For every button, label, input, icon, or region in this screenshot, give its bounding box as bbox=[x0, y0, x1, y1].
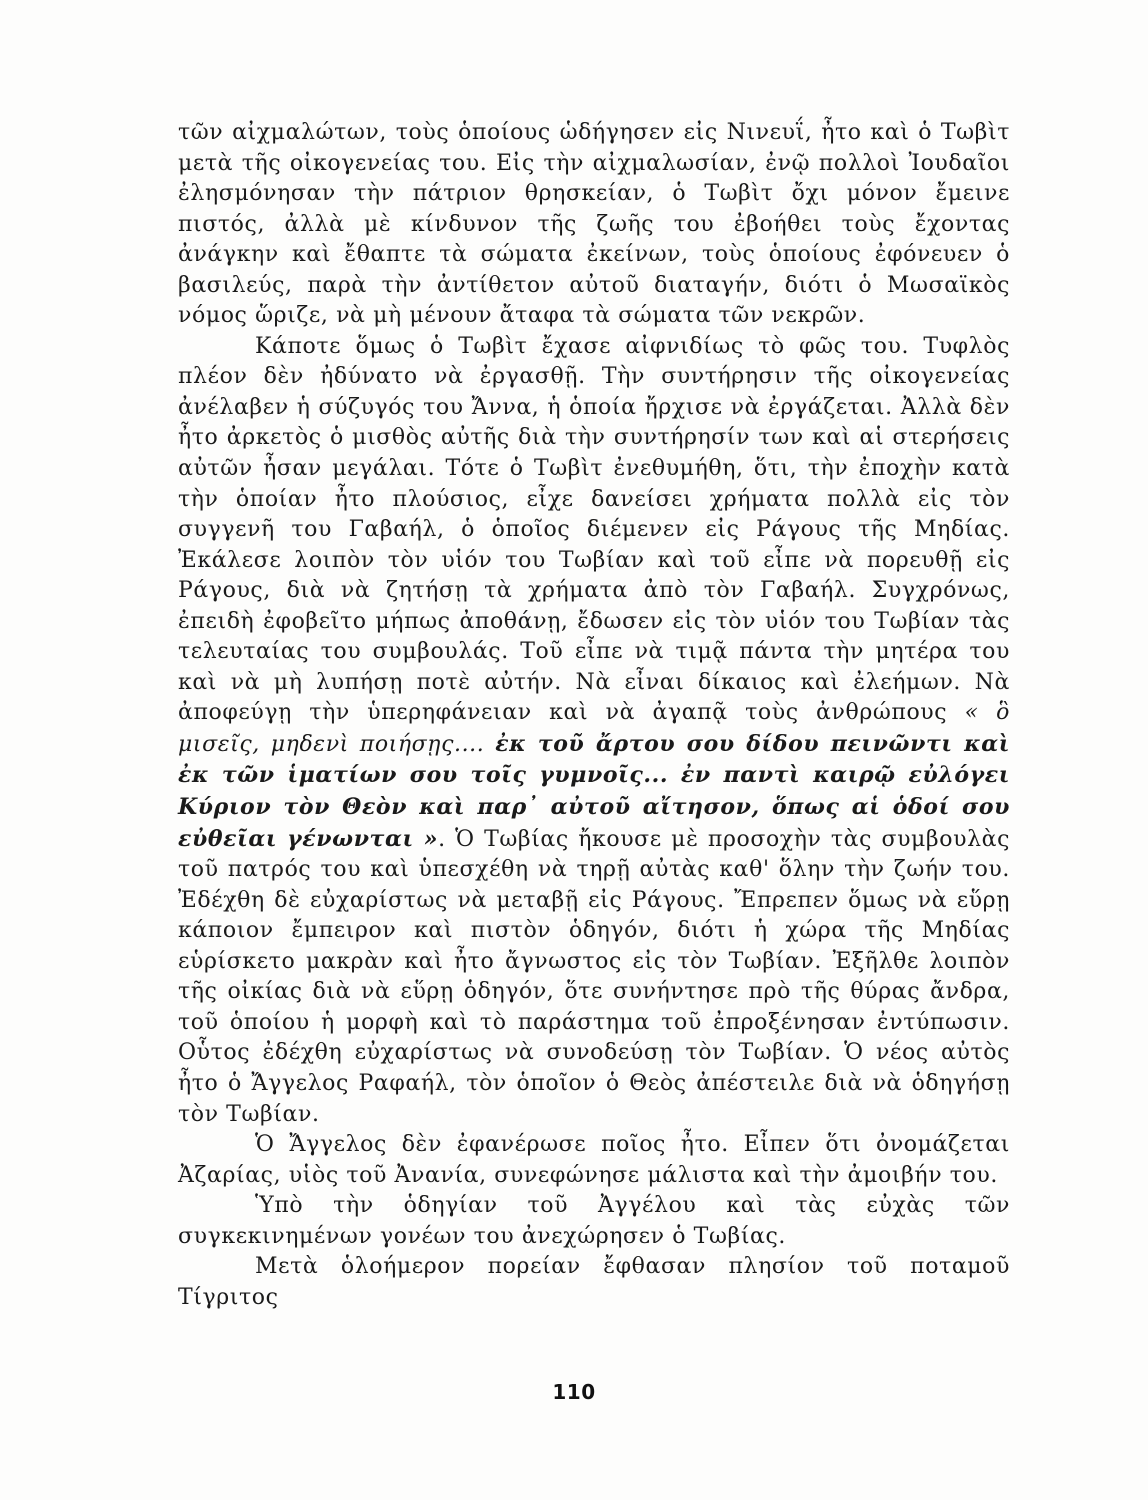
page-number: 110 bbox=[552, 1380, 596, 1404]
paragraph-2-text-b: . Ὁ Τωβίας ἤκουσε μὲ προσοχὴν τὰς συμβουλὰς τοῦ πατρός του καὶ ὑπεσχέθη νὰ τηρῇ αὐτὰς καθ' ὅλην τὴν ζωήν του. Ἐδέχθη δὲ εὐχαρίστως νὰ μεταβῇ εἰς Ράγους. Ἔπρεπεν ὅμως νὰ εὕρῃ κάποιον ἔμπειρον καὶ πιστὸν ὁδηγόν, διότι ἡ χώρα τῆς Μηδίας εὑρίσκετο μακρὰν καὶ ἦτο ἄγνωστος εἰς τὸν Τωβίαν. Ἐξῆλθε λοιπὸν τῆς οἰκίας διὰ νὰ εὕρῃ ὁδηγόν, ὅτε συνήντησε πρὸ τῆς θύρας ἄνδρα, τοῦ ὁποίου ἡ μορφὴ καὶ τὸ παράστημα τοῦ ἐπροξένησαν ἐντύπωσιν. Οὗτος ἐδέχθη εὐχαρίστως νὰ συνοδεύσῃ τὸν Τωβίαν. Ὁ νέος αὐτὸς ἦτο ὁ Ἄγγελος Ραφαήλ, τὸν ὁποῖον ὁ Θεὸς ἀπέστειλε διὰ νὰ ὁδηγήσῃ τὸν Τωβίαν. bbox=[178, 826, 1010, 1127]
paragraph-2 bbox=[178, 332, 1010, 1130]
paragraph-1-text: τῶν αἰχμαλώτων, τοὺς ὁποίους ὡδήγησεν εἰς Νινευΐ, ἦτο καὶ ὁ Τωβὶτ μετὰ τῆς οἰκογενείας του. Εἰς τὴν αἰχμαλωσίαν, ἐνῷ πολλοὶ Ἰουδαῖοι ἐλησμόνησαν τὴν πάτριον θρησκείαν, ὁ Τωβὶτ ὄχι μόνον ἔμεινε πιστός, ἀλλὰ μὲ κίνδυνον τῆς ζωῆς του ἐβοήθει τοὺς ἔχοντας ἀνάγκην καὶ ἔθαπτε τὰ σώματα ἐκείνων, τοὺς ὁποίους ἐφόνευεν ὁ βασιλεύς, παρὰ τὴν ἀντίθετον αὐτοῦ διαταγήν, διότι ὁ Μωσαϊκὸς νόμος ὥριζε, νὰ μὴ μένουν ἄταφα τὰ σώματα τῶν νεκρῶν. bbox=[178, 120, 1010, 329]
paragraph-5 bbox=[178, 1252, 1010, 1313]
paragraph-5-text: Μετὰ ὁλοήμερον πορείαν ἔφθασαν πλησίον τοῦ ποταμοῦ Τίγριτος bbox=[178, 1254, 1010, 1310]
paragraph-4 bbox=[178, 1191, 1010, 1252]
paragraph-3-text: Ὁ Ἄγγελος δὲν ἐφανέρωσε ποῖος ἦτο. Εἶπεν ὅτι ὀνομάζεται Ἀζαρίας, υἱὸς τοῦ Ἀνανία, συνεφώνησε μάλιστα καὶ τὴν ἀμοιβήν του. bbox=[178, 1132, 1010, 1188]
paragraph-3 bbox=[178, 1130, 1010, 1191]
quotation-italic: « ὃ μισεῖς, μηδενὶ ποιήσῃς.... bbox=[178, 700, 1011, 757]
paragraph-4-text: Ὑπὸ τὴν ὁδηγίαν τοῦ Ἀγγέλου καὶ τὰς εὐχὰς τῶν συγκεκινημένων γονέων του ἀνεχώρησεν ὁ Τωβίας. bbox=[178, 1193, 1010, 1249]
quotation-bold-italic: ἐκ τοῦ ἄρτου σου δίδου πεινῶντι καὶ ἐκ τῶν ἱματίων σου τοῖς γυμνοῖς... ἐν παντὶ καιρῷ εὐλόγει Κύριον τὸν Θεὸν καὶ παρ᾽ αὐτοῦ αἴτησον, ὅπως αἱ ὁδοί σου εὐθεῖαι γένωνται » bbox=[178, 730, 1010, 852]
paragraph-1 bbox=[178, 118, 1010, 332]
body-text bbox=[178, 118, 1010, 1313]
paragraph-2-text-a: Κάποτε ὅμως ὁ Τωβὶτ ἔχασε αἰφνιδίως τὸ φῶς του. Τυφλὸς πλέον δὲν ἠδύνατο νὰ ἐργασθῇ. Τὴν συντήρησιν τῆς οἰκογενείας ἀνέλαβεν ἡ σύζυγός του Ἄννα, ἡ ὁποία ἤρχισε νὰ ἐργάζεται. Ἀλλὰ δὲν ἦτο ἀρκετὸς ὁ μισθὸς αὐτῆς διὰ τὴν συντήρησίν των καὶ αἱ στερήσεις αὐτῶν ἦσαν μεγάλαι. Τότε ὁ Τωβὶτ ἐνεθυμήθη, ὅτι, τὴν ἐποχὴν κατὰ τὴν ὁποίαν ἦτο πλούσιος, εἶχε δανείσει χρήματα πολλὰ εἰς τὸν συγγενῆ του Γαβαήλ, ὁ ὁποῖος διέμενεν εἰς Ράγους τῆς Μηδίας. Ἐκάλεσε λοιπὸν τὸν υἱόν του Τωβίαν καὶ τοῦ εἶπε νὰ πορευθῇ εἰς Ράγους, διὰ νὰ ζητήσῃ τὰ χρήματα ἀπὸ τὸν Γαβαήλ. Συγχρόνως, ἐπειδὴ ἐφοβεῖτο μήπως ἀποθάνῃ, ἔδωσεν εἰς τὸν υἱόν του Τωβίαν τὰς τελευταίας του συμβουλάς. Τοῦ εἶπε νὰ τιμᾷ πάντα τὴν μητέρα του καὶ νὰ μὴ λυπήσῃ ποτὲ αὐτήν. Νὰ εἶναι δίκαιος καὶ ἐλεήμων. Νὰ ἀποφεύγῃ τὴν ὑπερηφάνειαν καὶ νὰ ἀγαπᾷ τοὺς ἀνθρώπους bbox=[178, 333, 1010, 726]
